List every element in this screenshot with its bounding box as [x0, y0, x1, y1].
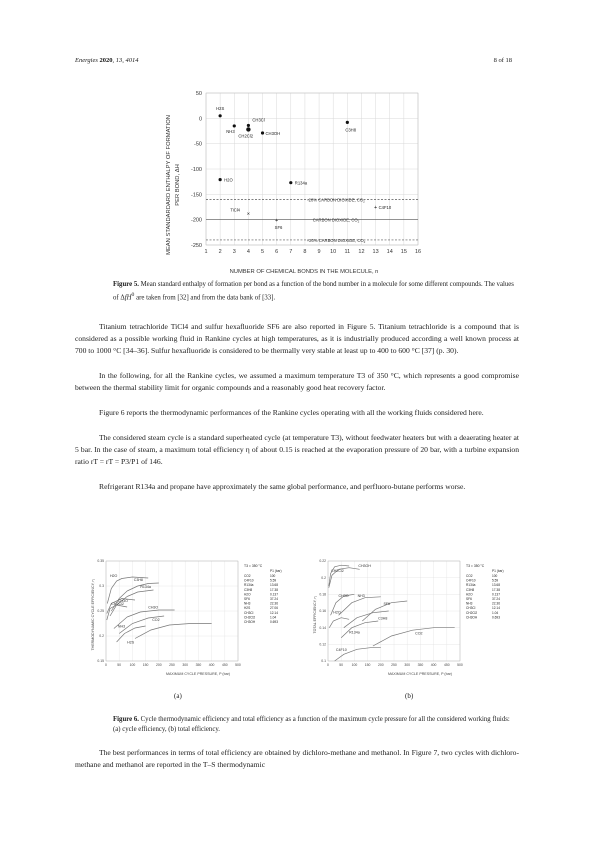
journal-header: Energies 2020, 13, 4014 [75, 57, 139, 64]
fig6-legend-value: 27.06 [270, 606, 278, 611]
fig6-curve-label: C4F10 [335, 648, 347, 652]
fig6-xtick-label: 400 [430, 663, 437, 667]
fig6-legend-value: 0.137 [492, 592, 500, 597]
fig6-xtick-label: 300 [182, 663, 189, 667]
fig5-point-label: SF6 [274, 225, 283, 231]
fig6-xtick-label: 50 [117, 663, 122, 667]
fig5-xtick-label: 5 [261, 249, 265, 255]
fig6-xtick-label: 100 [129, 663, 136, 667]
fig5-xlabel: NUMBER OF CHEMICAL BONDS IN THE MOLECULE, n [229, 269, 379, 275]
fig5-point-label: TiCl4 [230, 207, 241, 213]
fig5-plot-area [191, 91, 421, 255]
page-number: 8 of 18 [493, 57, 512, 64]
fig6-xtick-label: 500 [235, 663, 241, 667]
fig6-curve-label: H2O [109, 574, 118, 578]
fig6-legend-value: 22.36 [492, 601, 500, 606]
fig6-ytick-label: 0.16 [319, 609, 326, 614]
fig5-xtick-label: 1 [204, 249, 208, 255]
fig6-curve-label: CH2Cl2 [331, 568, 344, 573]
fig6-legend-fluid: CH2Cl2 [466, 610, 478, 615]
fig6-curve-label: CO2 [152, 618, 160, 622]
fig6-legend-header: P1 (bar) [270, 569, 282, 573]
fig6-legend-fluid: CO2 [466, 574, 473, 578]
fig6-legend-value: 12.14 [270, 610, 278, 615]
fig6-curve [373, 628, 455, 646]
fig6-xtick-label: 350 [195, 663, 202, 667]
fig5-reference-label: +20% CARBON DIOXIDE, $CO_2$ [306, 237, 366, 244]
fig5-xtick-label: 6 [275, 249, 279, 255]
fig5-ylabel-line2: PER BOND, ΔH [175, 164, 181, 206]
fig6-ytick-label: 0.2 [321, 575, 326, 580]
fig6-legend-fluid: CO2 [244, 574, 251, 578]
fig5-ytick-label: 0 [198, 116, 202, 123]
fig5-ytick-label: -100 [190, 167, 202, 173]
fig5-point-label: C4F10 [378, 205, 392, 210]
paragraph-3: Figure 6 reports the thermodynamic performances of the Rankine cycles operating with all the working fluids considered here. [99, 408, 484, 417]
fig6-ytick-label: 0.2 [99, 634, 104, 639]
fig6-ytick-label: 0.3 [99, 584, 104, 589]
fig5-ytick-label: 50 [195, 91, 202, 97]
fig5-xtick-label: 11 [344, 249, 351, 255]
fig6-ytick-label: 0.35 [97, 559, 104, 564]
fig6-legend-header: P1 (bar) [492, 569, 504, 573]
fig5-point-label: R134a [294, 180, 308, 186]
fig6-legend-fluid: C4F10 [244, 578, 254, 583]
fig6-curve-label: H2S [127, 640, 135, 645]
fig6-legend-fluid: R134a [244, 583, 254, 588]
journal-volume: 13 [115, 57, 123, 64]
fig6-curve-label: R134a [349, 630, 360, 635]
fig5-reference-label: CARBON DIOXIDE, $CO_2$ [312, 217, 360, 224]
fig5-point-label: NH3 [226, 128, 235, 134]
caption-label: Figure 5. [113, 281, 139, 288]
fig5-point-nh3 [233, 124, 236, 127]
fig6-xtick-label: 200 [155, 663, 162, 667]
fig6-legend-fluid: C3H8 [244, 587, 253, 592]
fig6-legend-value: 37.24 [270, 597, 278, 601]
fig6-ytick-label: 0.15 [97, 659, 104, 664]
fig5-reference-label: -20% CARBON DIOXIDE, $CO_2$ [307, 197, 365, 204]
fig6a-plot-area [97, 559, 281, 667]
fig6b-plot-area [319, 559, 503, 667]
fig6-xtick-label: 150 [142, 663, 149, 667]
paragraph-5: Refrigerant R134a and propane have approximately the same global performance, and perfluoro-butane performs worse. [99, 482, 466, 491]
fig5-point-label: C3H8 [345, 127, 357, 133]
subfigure-b-label: (b) [405, 692, 414, 700]
fig6-legend-value: 1.04 [270, 615, 277, 620]
fig6-legend-fluid: H2O [244, 592, 251, 597]
fig5-point-label: CH3Cl [252, 117, 265, 123]
fig6-ytick-label: 0.18 [319, 592, 326, 597]
fig6-legend-fluid: SF6 [244, 597, 250, 601]
fig5-xtick-label: 2 [218, 249, 222, 255]
fig6-xtick-label: 200 [377, 663, 384, 667]
fig5-point-ch2cl2 [246, 127, 250, 131]
fig5-point-label: H2S [216, 105, 225, 111]
figure-6-caption [113, 715, 517, 735]
fig6-curve [135, 624, 212, 639]
fig6b-xlabel: MAXIMUM CYCLE PRESSURE, P (bar) [387, 672, 453, 676]
figure-6b-chart [310, 555, 515, 677]
fig5-point-sf6: + [275, 218, 279, 225]
fig6-ytick-label: 0.22 [319, 559, 326, 564]
fig6-legend-fluid: NH3 [466, 601, 473, 606]
fig5-ytick-label: -250 [190, 243, 202, 249]
caption-text-b: are taken from [32] and from the data bank of [33]. [134, 294, 276, 302]
fig5-ylabel-line1: MEAN STANDARDARD ENTHALPY OF FORMATION [166, 115, 172, 255]
fig6-curve-label: CH3O [338, 593, 349, 598]
fig5-xtick-label: 4 [246, 249, 250, 255]
fig6-curve-label: R134a [140, 585, 151, 589]
fig6-legend-fluid: R134a [466, 583, 476, 588]
fig6-legend-title: T3 = 350 °C [244, 564, 263, 568]
fig6-legend-value: 0.693 [492, 615, 500, 620]
fig6-curve-label: C3H8 [133, 578, 143, 582]
fig6-legend-value: 13.68 [492, 583, 500, 588]
fig6-legend-value: 17.38 [270, 587, 278, 592]
fig6-legend-fluid: H2O [466, 592, 473, 597]
fig6-curve-label: CH3O [148, 605, 159, 610]
journal-article: 4014 [125, 57, 139, 64]
fig6-curve-label: SF6 [383, 602, 391, 607]
fig6-legend-value: 100 [270, 574, 276, 578]
fig5-xtick-label: 7 [289, 249, 293, 255]
fig6-curve-label: CH2Cl2 [111, 602, 124, 606]
fig6-legend-value: 5.59 [270, 578, 277, 583]
journal-name: Energies [75, 57, 98, 64]
fig6-legend-value: 0.693 [270, 620, 278, 624]
fig6-curve-label: NH3 [357, 593, 365, 598]
fig6-legend-value: 37.24 [492, 597, 500, 601]
fig6-legend-value: 17.38 [492, 587, 500, 592]
fig6-legend-fluid: CH3OH [244, 620, 256, 624]
fig6-legend-fluid: CH2Cl2 [244, 615, 256, 620]
journal-year: 2020 [99, 57, 113, 64]
subfigure-a-label: (a) [174, 692, 182, 700]
fig6-ytick-label: 0.25 [97, 609, 104, 614]
fig5-point-h2s [219, 114, 222, 117]
fig6-ytick-label: 0.14 [319, 625, 326, 630]
fig5-xtick-label: 16 [414, 249, 422, 255]
fig5-xtick-label: 15 [400, 249, 407, 255]
fig5-point-r134a [289, 181, 292, 184]
fig6-legend-value: 22.36 [270, 601, 278, 606]
fig6-ytick-label: 0.12 [319, 642, 326, 647]
fig5-ytick-label: -150 [190, 192, 202, 199]
caption-text: Mean standard enthalpy of formation per bond as a function of the bond number in a molecule for some different compounds. The values of Δ [113, 281, 514, 302]
paragraph-6: The best performances in terms of total efficiency are obtained by dichloro-methane and methanol. In Figure 7, two cycles with dichloro-methane and methanol are reported in the T–S thermodynamic [75, 748, 519, 769]
fig5-xtick-label: 8 [303, 249, 307, 255]
fig5-point-label: CH2Cl2 [238, 133, 254, 139]
fig6-curve-label: CH3OH [358, 563, 371, 568]
paragraph-2: In the following, for all the Rankine cycles, we assumed a maximum temperature T3 of 350 °C, which represents a good compromise between the thermal stability limit for organic compounds and a reasonably good heat recovery factor. [75, 371, 519, 392]
paragraph-1: Titanium tetrachloride TiCl4 and sulfur hexafluoride SF6 are also reported in Figure 5. Titanium tetrachloride is a compound that is considered as a possible working fluid in Rankine cycles at high temperatures, as it is industrially produced according a well known process at 700 to 1000 °C [34–36]. Sulfur hexafluoride is considered to be thermally very stable at least up to 400 to 600 °C [37] (p. 30). [75, 322, 519, 355]
fig6-curve-label: NH3 [117, 624, 126, 629]
fig6-curve-label: H2O [333, 610, 341, 615]
paragraph-4: The considered steam cycle is a standard superheated cycle (at temperature T3), without feedwater heaters but with a deaerating heater at 5 bar. In the case of steam, a maximum total efficiency η of about 0.15 is reached at the evaporation pressure of 20 bar, with a turbine expansion ratio rT = rT = P3/P1 of 146. [75, 433, 519, 466]
fig6-xtick-label: 400 [208, 663, 215, 667]
fig5-point-label: CH3OH [265, 131, 281, 137]
fig6-legend-fluid: NH3 [244, 601, 251, 606]
fig6-legend-value: 13.68 [270, 583, 278, 588]
fig6-ytick-label: 0.1 [321, 659, 326, 664]
fig6b-ylabel: TOTAL EFFICIENCY, η [313, 596, 317, 634]
fig6-legend-fluid: CH3Cl [466, 606, 476, 611]
fig6-legend-fluid: SF6 [466, 597, 472, 601]
fig5-point-ticl4: × [246, 211, 251, 218]
fig6-xtick-label: 300 [404, 663, 411, 667]
figure-5-caption: Figure 5. Mean standard enthalpy of formation per bond as a function of the bond number in a molecule for some different compounds. The values of ΔfH$^0$ are taken from [32] and from the data bank of [33]. [113, 281, 514, 302]
fig5-point-ch3cl [247, 124, 250, 127]
fig5-xtick-label: 14 [386, 249, 393, 255]
fig6-xtick-label: 500 [457, 663, 463, 667]
fig6-legend-fluid: CH3Cl [244, 610, 254, 615]
fig6a-ylabel: THERMODYNAMIC CYCLE EFFICIENCY, η [91, 579, 95, 651]
fig6-legend-fluid: CH3OH [466, 615, 478, 620]
fig6-legend-value: 5.59 [492, 578, 499, 583]
fig6-xtick-label: 250 [391, 663, 397, 667]
fig5-point-c3h8 [346, 121, 349, 124]
fig5-xtick-label: 12 [358, 249, 365, 255]
fig5-xtick-label: 10 [330, 249, 337, 255]
fig5-xtick-label: 13 [372, 249, 379, 255]
fig6-curve [341, 621, 378, 638]
fig6-xtick-label: 100 [351, 663, 358, 667]
fig6-legend-fluid: C3H8 [466, 587, 475, 592]
fig5-point-h2o [219, 178, 222, 181]
fig5-point-c4f10: + [373, 205, 378, 211]
fig6-xtick-label: 350 [417, 663, 424, 667]
fig6-xtick-label: 0 [105, 663, 107, 667]
fig6-xtick-label: 150 [364, 663, 371, 667]
fig6-legend-value: 0.137 [270, 592, 278, 597]
fig6-legend-value: 12.14 [492, 606, 500, 611]
fig6-xtick-label: 0 [327, 663, 329, 667]
fig6-curve-label: C3H8 [378, 616, 388, 621]
caption6-label: Figure 6. [113, 716, 139, 723]
fig5-xtick-label: 9 [317, 249, 321, 255]
caption6-text: Cycle thermodynamic efficiency and total efficiency as a function of the maximum cycle pressure for all the considered working fluids: (a) cycle efficiency, (b) total efficiency. [113, 716, 510, 734]
fig6-legend-title: T3 = 350 °C [466, 564, 485, 568]
fig5-point-ch3oh [261, 131, 264, 134]
fig6-xtick-label: 50 [339, 663, 344, 667]
figure-5-scatter-plot [160, 85, 430, 280]
fig6-legend-value: 100 [492, 574, 498, 578]
fig6a-xlabel: MAXIMUM CYCLE PRESSURE, P (bar) [165, 672, 231, 676]
fig6-curve-label: CH3O [117, 599, 128, 603]
fig6-xtick-label: 450 [221, 663, 228, 667]
fig6-xtick-label: 450 [443, 663, 450, 667]
fig6-legend-fluid: C4F10 [466, 578, 476, 583]
fig6-legend-value: 1.04 [492, 610, 499, 615]
fig6-curve-label: CO2 [415, 631, 423, 636]
fig5-ytick-label: -200 [190, 217, 202, 224]
fig5-xtick-label: 3 [232, 249, 236, 255]
fig5-point-label: H2O [224, 177, 233, 183]
figure-6a-chart [88, 555, 293, 677]
fig6-xtick-label: 250 [169, 663, 175, 667]
fig5-ytick-label: -50 [194, 141, 202, 148]
fig6-legend-fluid: H2S [244, 606, 251, 611]
